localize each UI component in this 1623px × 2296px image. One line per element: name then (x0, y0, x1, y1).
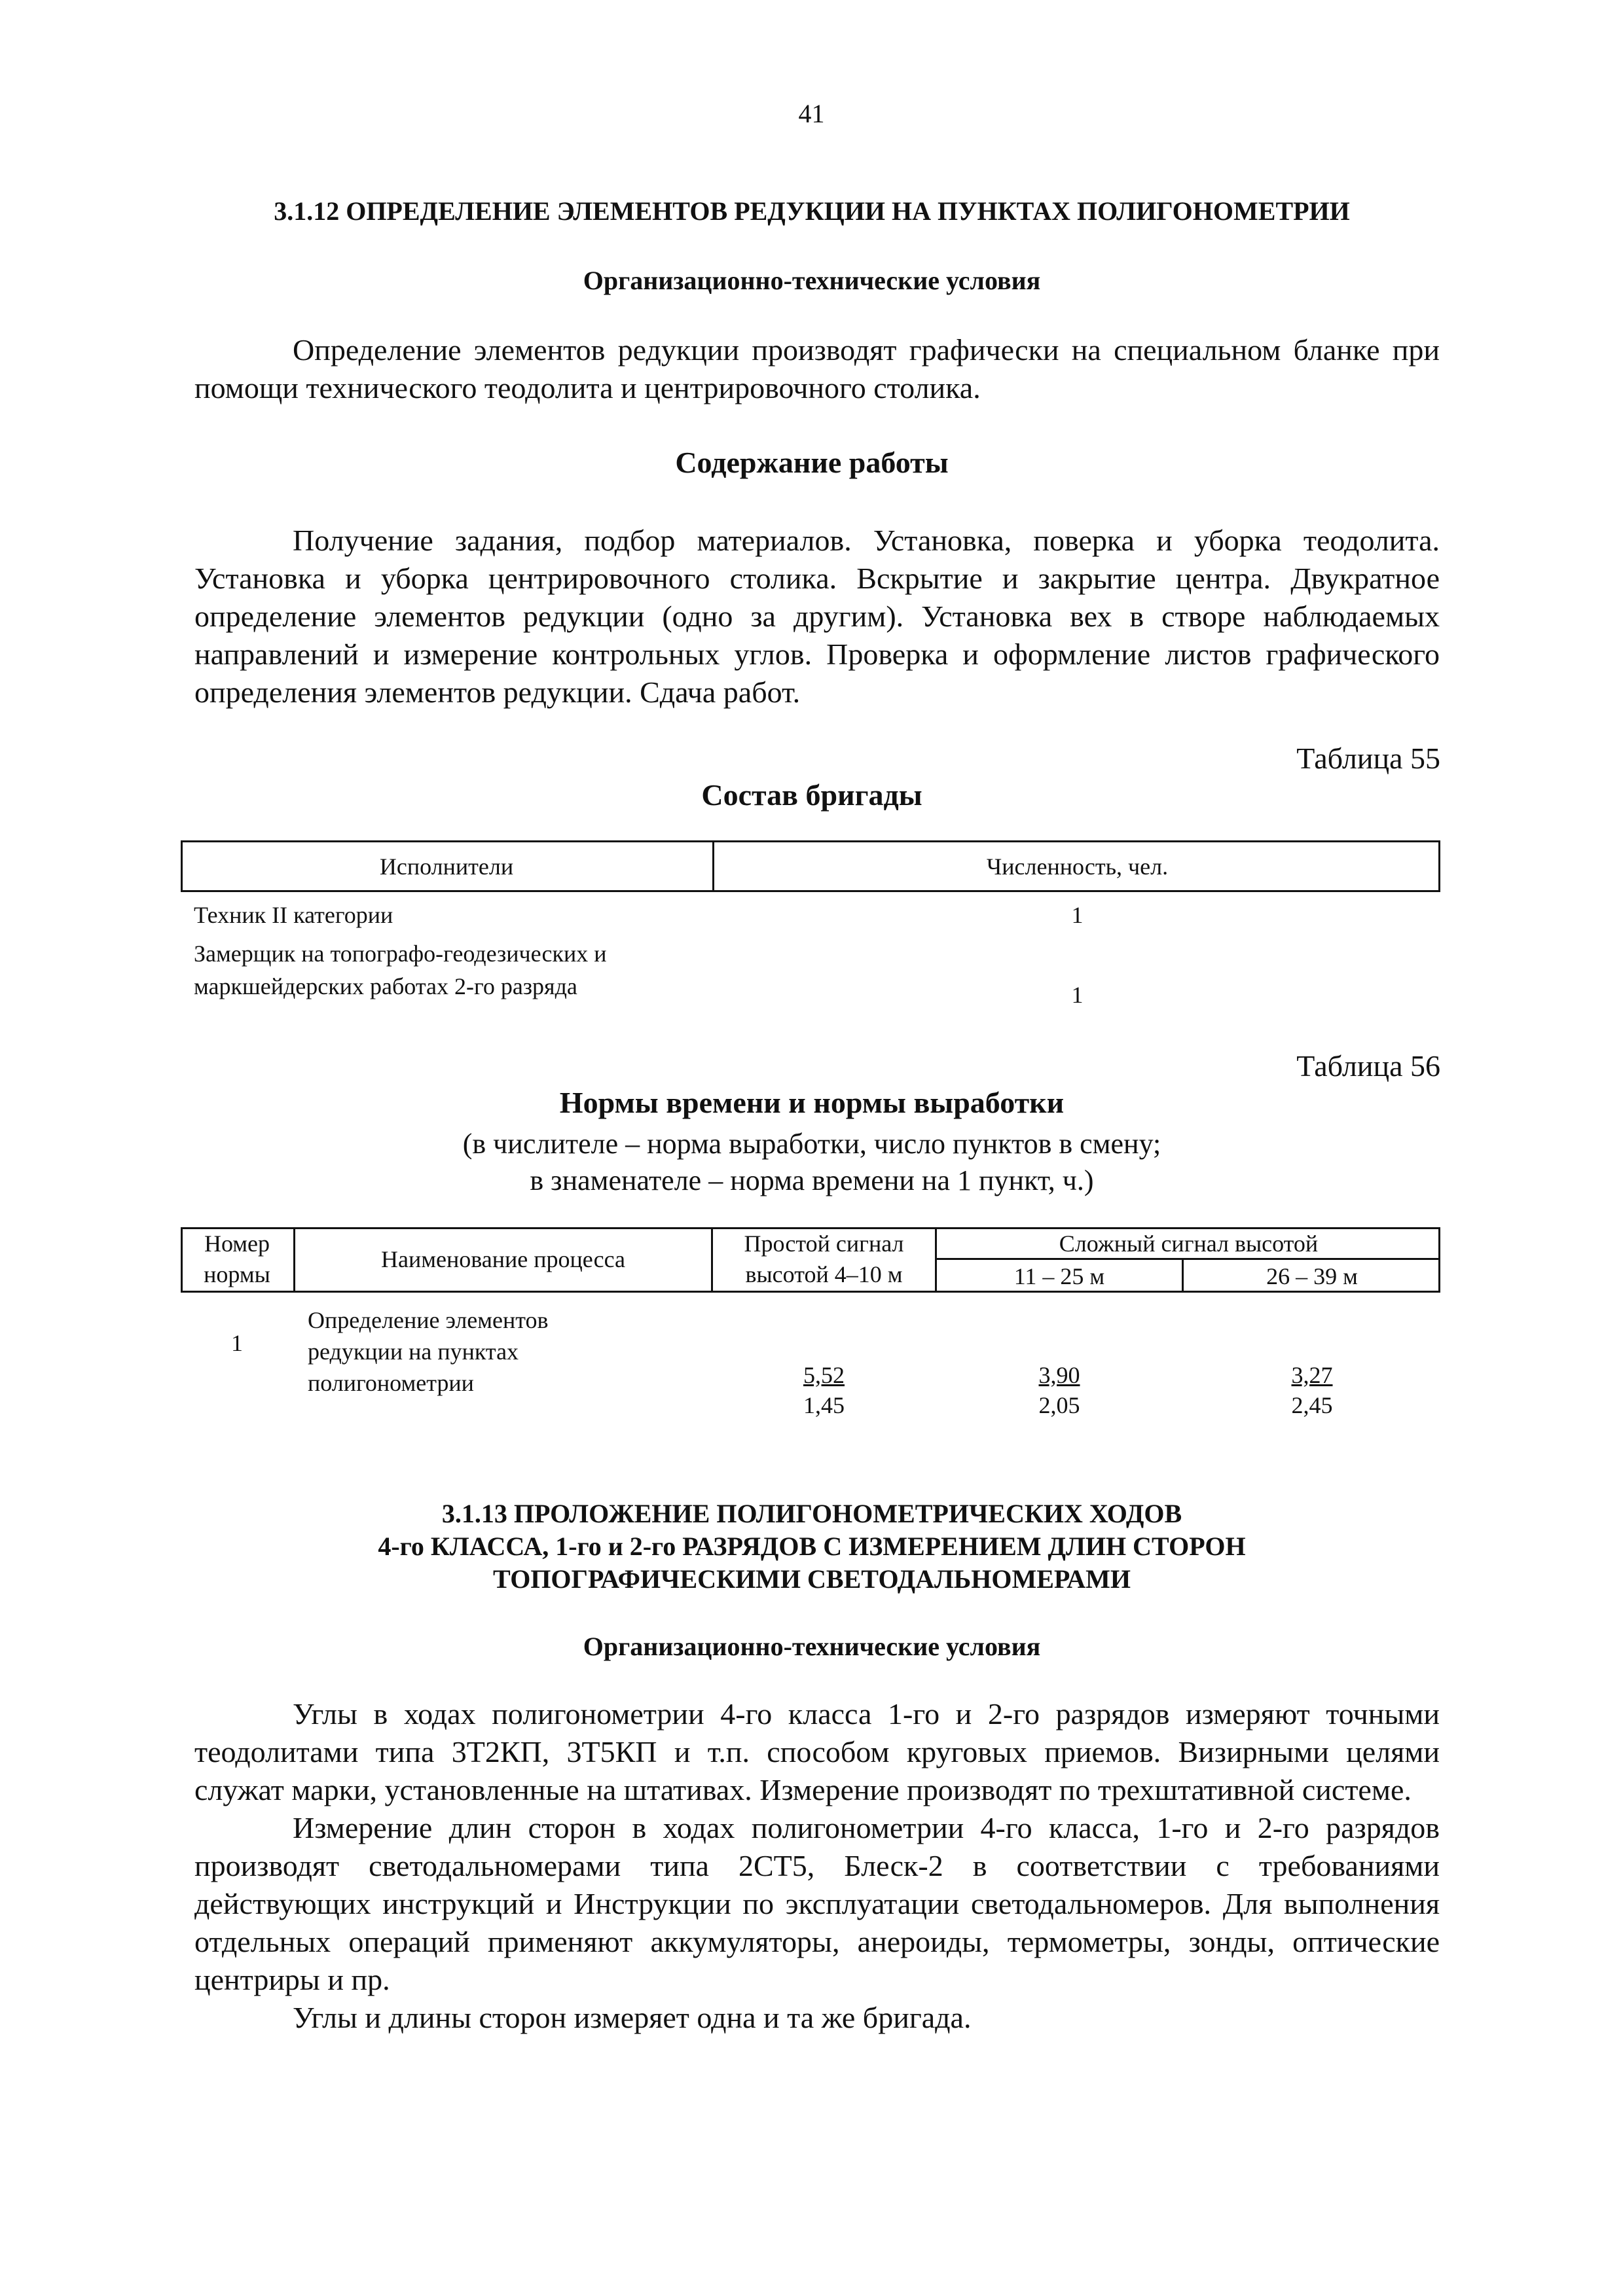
header-complex-b: 26 – 39 м (1266, 1263, 1358, 1289)
value-simple-numerator: 5,52 (803, 1362, 845, 1388)
table-cell-count: 1 (1071, 982, 1084, 1008)
section-2-para-1: Углы в ходах полигонометрии 4-го класса 1-го и 2-го разрядов измеряют точными теодолитами типа 3Т2КП, 3Т5КП и т.п. способом круговых приемов. Визирными целями служат марки, установленные на штативах. Измерение производят по трехштативной системе. (194, 1697, 1440, 1806)
value-complex-b-denominator: 2,45 (1291, 1392, 1333, 1418)
value-complex-a (937, 1360, 1182, 1420)
row-number: 1 (231, 1330, 243, 1356)
row-process-1: Определение элементов (308, 1307, 549, 1333)
org-paragraph (194, 331, 1440, 407)
header-number-1: Номер (204, 1230, 270, 1257)
table-cell-count: 1 (1071, 902, 1084, 928)
table-56-label: Таблица 56 (1296, 1049, 1440, 1083)
org-heading: Организационно-технические условия (583, 266, 1041, 295)
section-2-title-3: ТОПОГРАФИЧЕСКИМИ СВЕТОДАЛЬНОМЕРАМИ (493, 1564, 1131, 1594)
table-56-title: Нормы времени и нормы выработки (559, 1086, 1065, 1119)
table-55-title: Состав бригады (701, 778, 922, 812)
value-complex-a-numerator: 3,90 (1038, 1362, 1080, 1388)
header-simple-1: Простой сигнал (744, 1230, 904, 1257)
header-number-2: нормы (204, 1261, 270, 1287)
header-complex: Сложный сигнал высотой (1059, 1230, 1319, 1257)
table-55-header-count: Численность, чел. (986, 853, 1169, 880)
section-2-para-3: Углы и длины сторон измеряет одна и та же бригада. (293, 2001, 972, 2034)
page-number: 41 (798, 99, 825, 128)
row-process-3: полигонометрии (308, 1370, 474, 1396)
table-56-note-1: (в числителе – норма выработки, число пунктов в смену; (462, 1128, 1161, 1160)
value-simple-denominator: 1,45 (803, 1392, 845, 1418)
section-2-title-1: 3.1.13 ПРОЛОЖЕНИЕ ПОЛИГОНОМЕТРИЧЕСКИХ ХОДОВ (441, 1499, 1182, 1528)
table-row: Замерщик на топографо-геодезических и (194, 941, 607, 967)
value-complex-b-numerator: 3,27 (1291, 1362, 1333, 1388)
table-55-header-executors: Исполнители (379, 853, 514, 880)
table-row-cont: маркшейдерских работах 2-го разряда (194, 973, 577, 999)
value-complex-a-denominator: 2,05 (1038, 1392, 1080, 1418)
header-simple-2: высотой 4–10 м (745, 1261, 903, 1287)
section-2-title-2: 4-го КЛАССА, 1-го и 2-го РАЗРЯДОВ С ИЗМЕРЕНИЕМ ДЛИН СТОРОН (378, 1532, 1246, 1561)
table-56-note-2: в знаменателе – норма времени на 1 пункт, ч.) (530, 1164, 1094, 1196)
value-complex-b (1184, 1360, 1440, 1420)
table-row: Техник II категории (194, 902, 393, 928)
section-2-body (194, 1695, 1440, 2037)
section-2-para-2: Измерение длин сторон в ходах полигонометрии 4-го класса, 1-го и 2-го разрядов производят светодальномерами типа 2СТ5, Блеск-2 в соответствии с требованиями действующих инструкций и Инструкции по эксплуатации светодальномеров. Для выполнения отдельных операций применяют аккумуляторы, анероиды, термометры, зонды, оптические центриры и пр. (194, 1811, 1440, 1996)
work-text: Получение задания, подбор материалов. Установка, поверка и уборка теодолита. Установка и уборка центрировочного столика. Вскрытие и закрытие центра. Двукратное определение элементов редукции (одно за другим). Установка вех в створе наблюдаемых направлений и измерение контрольных углов. Проверка и оформление листов графического определения элементов редукции. Сдача работ. (194, 524, 1440, 709)
work-heading: Содержание работы (675, 446, 949, 479)
value-simple (713, 1360, 935, 1420)
section-2-org-heading: Организационно-технические условия (583, 1632, 1041, 1661)
row-process-2: редукции на пунктах (308, 1338, 519, 1365)
header-complex-a: 11 – 25 м (1013, 1263, 1105, 1289)
section-title: 3.1.12 ОПРЕДЕЛЕНИЕ ЭЛЕМЕНТОВ РЕДУКЦИИ НА ПУНКТАХ ПОЛИГОНОМЕТРИИ (274, 196, 1350, 226)
work-paragraph (194, 522, 1440, 711)
header-process: Наименование процесса (380, 1246, 626, 1272)
org-text: Определение элементов редукции производят графически на специальном бланке при помощи технического теодолита и центрировочного столика. (194, 333, 1440, 404)
table-55-label: Таблица 55 (1296, 742, 1440, 775)
